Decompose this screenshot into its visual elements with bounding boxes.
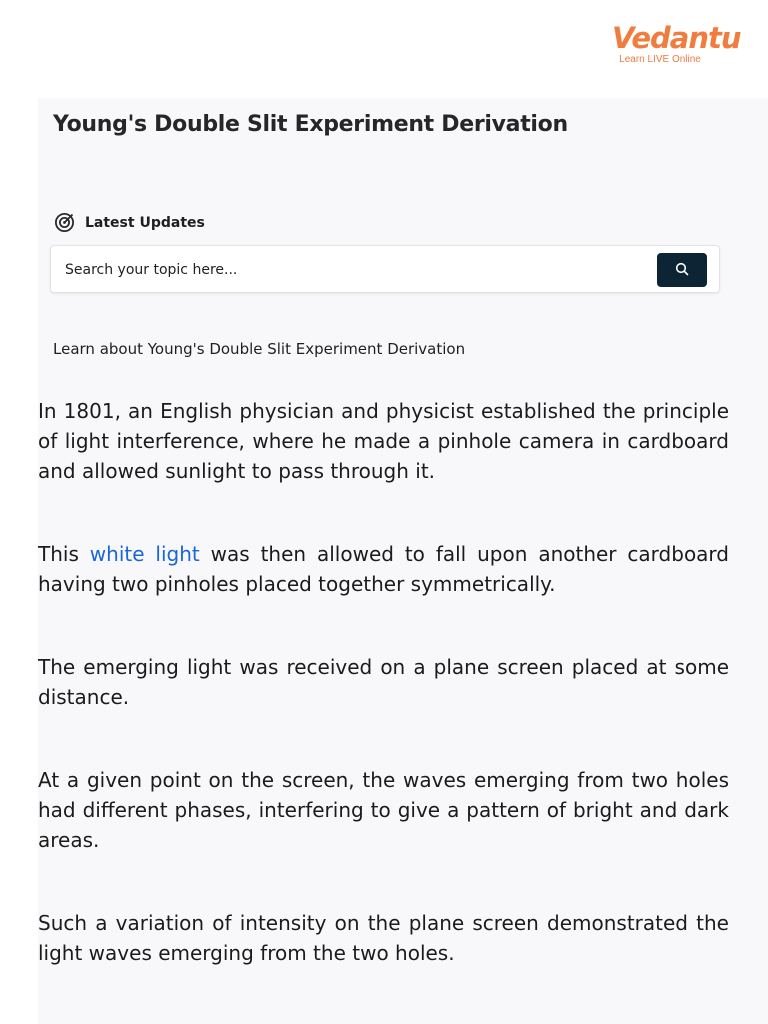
paragraph-3: The emerging light was received on a plane screen placed at some distance. bbox=[38, 655, 729, 709]
latest-updates[interactable] bbox=[54, 212, 205, 233]
search-bar bbox=[50, 245, 720, 293]
logo-tagline: Learn LIVE Online bbox=[619, 54, 701, 65]
paragraph-1: In 1801, an English physician and physicist established the principle of light interference, where he made a pinhole camera in cardboard and allowed sunlight to pass through it. bbox=[38, 399, 729, 483]
logo-brand: Vedantu bbox=[612, 21, 741, 55]
page-title: Young's Double Slit Experiment Derivation bbox=[53, 112, 568, 137]
vedantu-logo[interactable] bbox=[612, 21, 741, 66]
target-icon bbox=[54, 212, 75, 233]
article-body bbox=[38, 396, 729, 968]
search-button[interactable] bbox=[657, 253, 707, 287]
latest-updates-label: Latest Updates bbox=[85, 214, 205, 231]
search-icon bbox=[675, 262, 689, 279]
paragraph-2-start: This bbox=[38, 542, 90, 566]
paragraph-2 bbox=[38, 539, 729, 599]
paragraph-2-end: was then allowed to fall upon another cardboard having two pinholes placed together symmetrically. bbox=[38, 542, 729, 596]
learn-about-text: Learn about Young's Double Slit Experiment Derivation bbox=[53, 340, 466, 358]
white-light-link[interactable]: white light bbox=[89, 542, 200, 566]
paragraph-5: Such a variation of intensity on the plane screen demonstrated the light waves emerging from the two holes. bbox=[38, 911, 729, 965]
paragraph-4: At a given point on the screen, the waves emerging from two holes had different phases, interfering to give a pattern of bright and dark areas. bbox=[38, 768, 729, 852]
search-input[interactable] bbox=[65, 258, 625, 282]
